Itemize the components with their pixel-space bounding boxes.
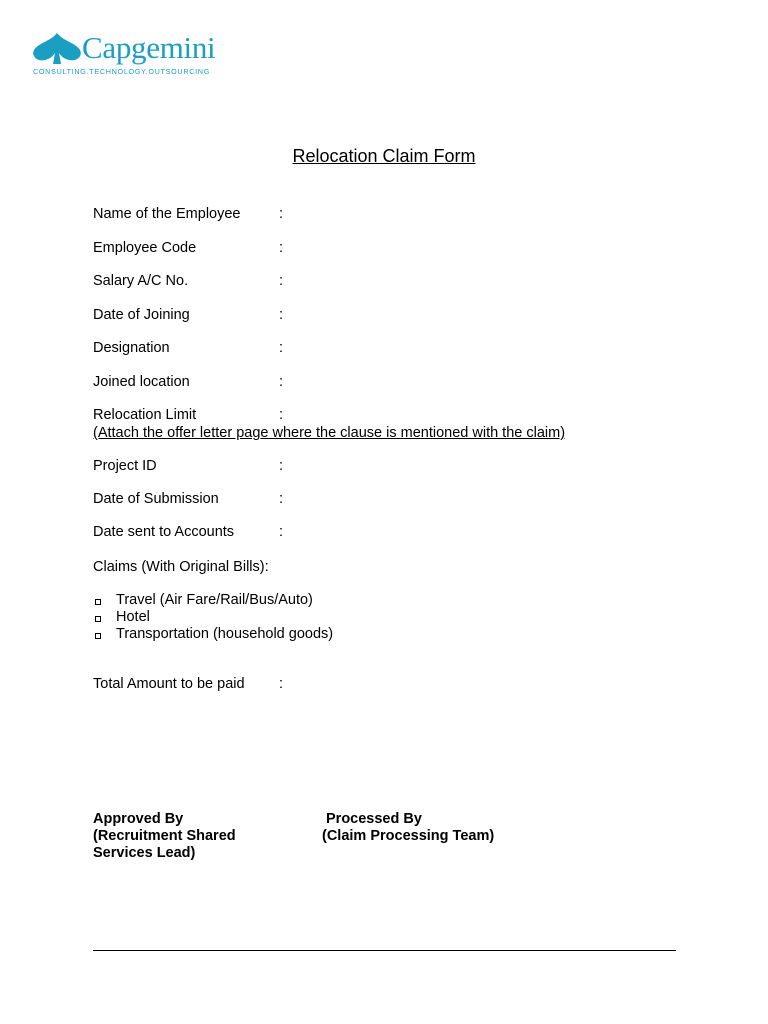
field-separator: : [279, 307, 284, 323]
field-separator: : [279, 206, 284, 222]
spade-logo-icon [32, 32, 82, 66]
checkbox-bullet-icon [95, 633, 101, 639]
field-separator: : [279, 374, 284, 390]
field-label: Relocation Limit [93, 407, 197, 423]
field-label: Employee Code [93, 240, 197, 256]
field-separator: : [279, 458, 284, 474]
logo-wordmark: Capgemini [82, 30, 216, 65]
footer-divider [93, 950, 676, 951]
approved-by-block [93, 811, 236, 862]
claim-item-label: Travel (Air Fare/Rail/Bus/Auto) [116, 592, 313, 608]
field-label: Project ID [93, 458, 157, 474]
field-separator: : [279, 491, 284, 507]
field-label: Designation [93, 340, 170, 356]
field-label: Joined location [93, 374, 190, 390]
attach-offer-letter-note: (Attach the offer letter page where the clause is mentioned with the claim) [93, 425, 566, 441]
claim-item-label: Hotel [116, 609, 150, 625]
claims-heading: Claims (With Original Bills): [93, 559, 269, 575]
company-logo [32, 30, 232, 80]
field-separator: : [279, 273, 284, 289]
field-separator: : [279, 340, 284, 356]
field-label: Date sent to Accounts [93, 524, 235, 540]
approved-by-role-line1: (Recruitment Shared [93, 828, 236, 844]
field-label: Date of Joining [93, 307, 190, 323]
processed-by-role: (Claim Processing Team) [322, 828, 495, 844]
field-label: Date of Submission [93, 491, 219, 507]
checkbox-bullet-icon [95, 599, 101, 605]
processed-by-title: Processed By [326, 811, 422, 827]
field-separator: : [279, 240, 284, 256]
field-label: Total Amount to be paid [93, 676, 245, 692]
field-label: Name of the Employee [93, 206, 241, 222]
field-separator: : [279, 676, 284, 692]
approved-by-role-line2: Services Lead) [93, 845, 196, 861]
processed-by-block [322, 811, 494, 845]
field-separator: : [279, 407, 284, 423]
field-label: Salary A/C No. [93, 273, 189, 289]
logo-tagline: CONSULTING.TECHNOLOGY.OUTSOURCING [33, 67, 210, 76]
page-title: Relocation Claim Form [292, 146, 476, 166]
checkbox-bullet-icon [95, 616, 101, 622]
claim-item-label: Transportation (household goods) [116, 626, 334, 642]
approved-by-title: Approved By [93, 811, 184, 827]
field-separator: : [279, 524, 284, 540]
